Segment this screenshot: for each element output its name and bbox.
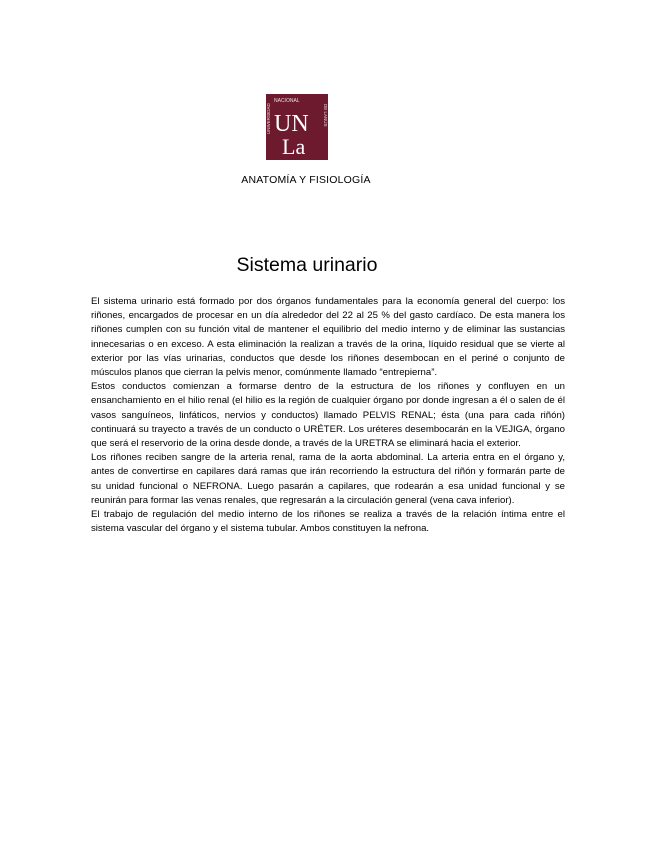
- logo-arc-text-right: DE LANÚS: [323, 104, 328, 127]
- paragraph: El trabajo de regulación del medio interno de los riñones se realiza a través de la relación íntima entre el sistema vascular del órgano y el sistema tubular. Ambos constituyen la nefrona.: [91, 509, 565, 535]
- logo-arc-text-left: UNIVERSIDAD: [266, 103, 271, 134]
- subject-header: ANATOMÍA Y FISIOLOGÍA: [241, 174, 371, 186]
- logo-arc-text-top: NACIONAL: [274, 98, 300, 104]
- unla-logo-icon: [266, 94, 328, 160]
- logo-text-un: UN: [274, 111, 309, 137]
- university-logo: [266, 94, 328, 160]
- paragraph: Los riñones reciben sangre de la arteria renal, rama de la aorta abdominal. La arteria entra en el órgano y, antes de convertirse en capilares dará ramas que irán recorriendo la estructura del riñón y formarán parte de su unidad funcional o NEFRONA. Luego pasarán a capilares, que rodearán a esa unidad funcional y se reunirán para formar las venas renales, que regresarán a la circulación general (vena cava inferior).: [91, 452, 565, 506]
- paragraph: El sistema urinario está formado por dos órganos fundamentales para la economía general del cuerpo: los riñones, encargados de procesar en un día alrededor del 22 al 25 % del gasto cardíaco. De esta manera los riñones cumplen con su función vital de mantener el equilibrio del medio interno y de eliminar las sustancias innecesarias o en exceso. A esta eliminación la realizan a través de la orina, líquido residual que se vierte al exterior por las vías urinarias, conductos que desde los riñones desembocan en el periné o conjunto de músculos planos que cierran la pelvis menor, comúnmente llamado “entrepierna”.: [91, 296, 565, 379]
- paragraph: Estos conductos comienzan a formarse dentro de la estructura de los riñones y confluyen en un ensanchamiento en el hilio renal (el hilio es la región de cualquier órgano por donde ingresan a él o salen de él vasos sanguíneos, linfáticos, nervios y conductos) llamado PELVIS RENAL; ésta (una para cada riñón) continuará su trayecto a través de un conducto o URÉTER. Los uréteres desembocarán en la VEJIGA, órgano que será el reservorio de la orina desde donde, a través de la URETRA se eliminará hacia el exterior.: [91, 381, 565, 450]
- document-body: [91, 295, 565, 536]
- logo-text-la: La: [282, 134, 306, 159]
- document-title: Sistema urinario: [236, 254, 378, 276]
